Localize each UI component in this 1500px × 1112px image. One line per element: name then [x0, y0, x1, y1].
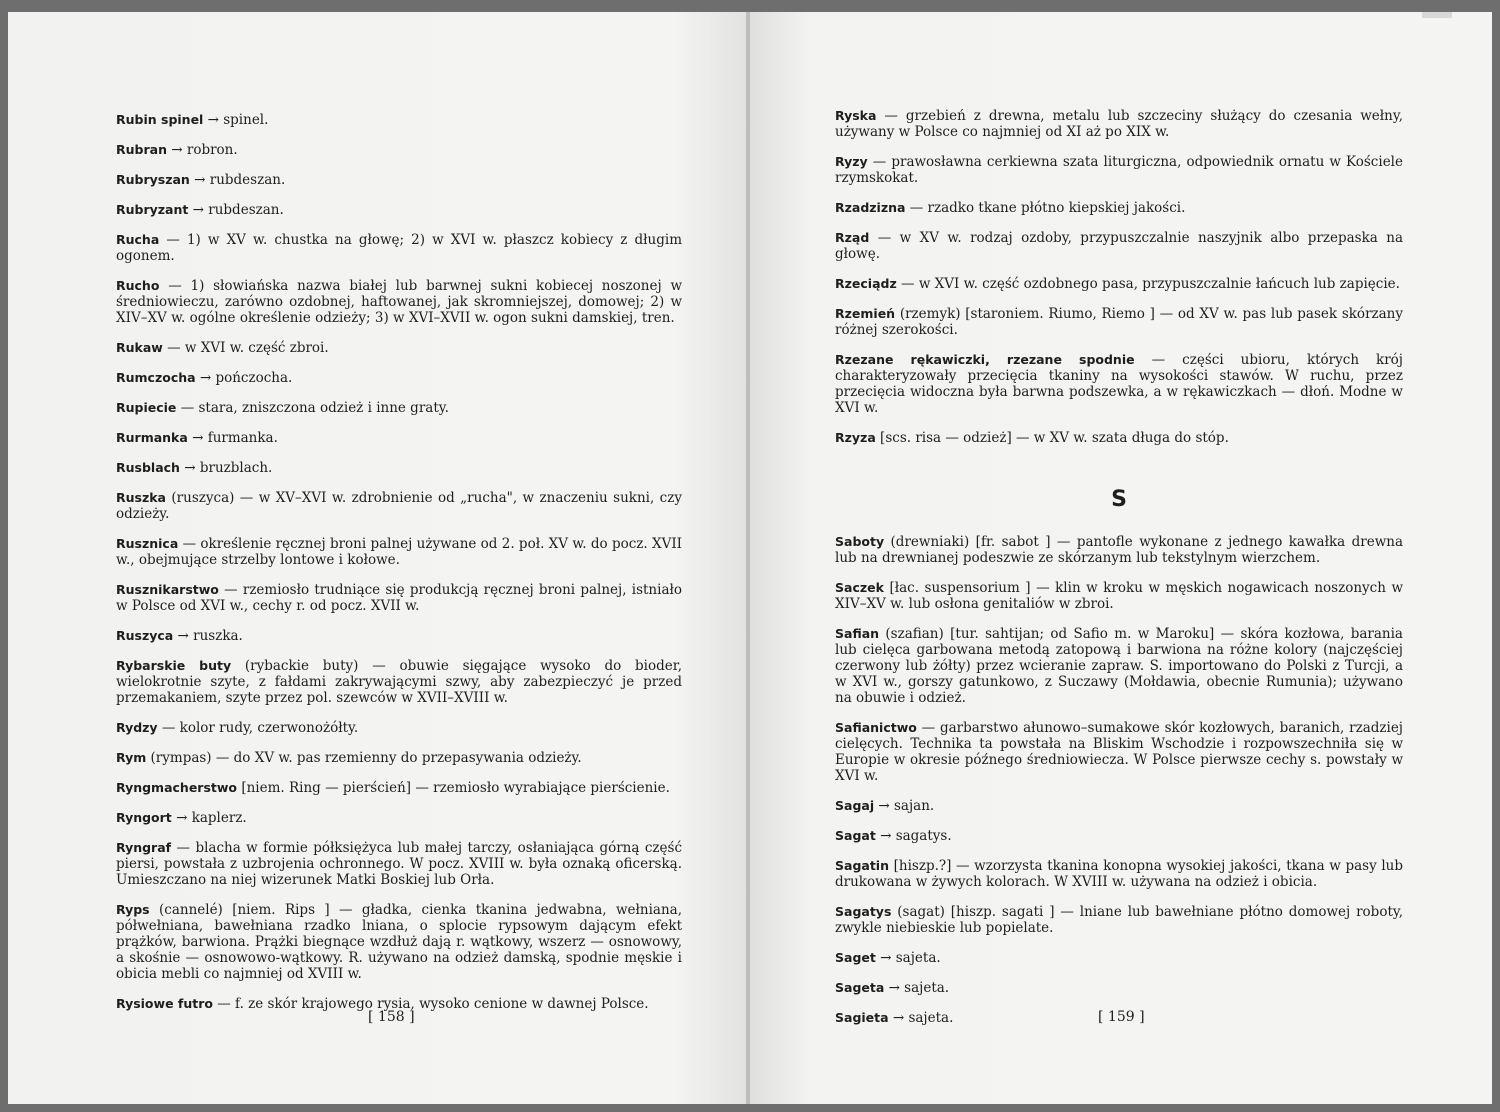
entry-headword: Ryps: [116, 902, 150, 917]
dictionary-entry: [116, 840, 682, 888]
entry-headword: Rukaw: [116, 340, 163, 355]
entry-definition: — w XV w. rodzaj ozdoby, przypuszczalnie naszyjnik albo przepaska na głowę.: [835, 230, 1403, 262]
left-column: [116, 112, 682, 1026]
entry-definition: (cannelé) [niem. Rips ] — gładka, cienka tkanina jedwabna, wełniana, półwełniana, bawełniana rzadko lniana, o splocie rypsowym dającym efekt prążków, barwiona. Prążki biegnące wzdłuż dają r. wątkowy, wszerz — osnowowy, a skośnie — osnowowo-wątkowy. R. używano na odzież damską, spodnie męskie i obicia mebli co najmniej od XVIII w.: [116, 902, 682, 982]
entry-definition: → sajeta.: [888, 1010, 954, 1026]
entry-headword: Saget: [835, 950, 876, 965]
entry-headword: Sagatin: [835, 858, 889, 873]
entry-definition: → furmanka.: [187, 430, 278, 446]
entry-headword: Rzemień: [835, 306, 896, 321]
dictionary-entry: [835, 580, 1403, 612]
entry-definition: (rzemyk) [staroniem. Riumo, Riemo ] — od XV w. pas lub pasek skórzany różnej szerokości.: [835, 306, 1403, 338]
section-letter: S: [1111, 487, 1127, 512]
entry-definition: → rubdeszan.: [188, 202, 284, 218]
dictionary-entry: [116, 460, 682, 476]
entry-definition: [scs. risa — odzież] — w XV w. szata długa do stóp.: [875, 430, 1229, 446]
entry-definition: — 1) w XV w. chustka na głowę; 2) w XVI w. płaszcz kobiecy z długim ogonem.: [116, 232, 682, 264]
entry-definition: — rzemiosło trudniące się produkcją ręcznej broni palnej, istniało w Polsce od XVI w., cechy r. od pocz. XVII w.: [116, 582, 682, 614]
dictionary-entry: [835, 980, 1403, 996]
dictionary-entry: [116, 490, 682, 522]
entry-definition: → sajeta.: [884, 980, 950, 996]
entry-headword: Ryzy: [835, 154, 868, 169]
entry-headword: Rysiowe futro: [116, 996, 213, 1011]
dictionary-entry: [835, 154, 1403, 186]
dictionary-entry: [116, 536, 682, 568]
dictionary-entry: [116, 720, 682, 736]
entry-headword: Rusznikarstwo: [116, 582, 219, 597]
dictionary-entry: [116, 810, 682, 826]
entry-headword: Sagatys: [835, 904, 892, 919]
entry-definition: → sajeta.: [875, 950, 941, 966]
entry-headword: Rzyza: [835, 430, 876, 445]
entry-definition: (drewniaki) [fr. sabot ] — pantofle wykonane z jednego kawałka drewna lub na drewnianej podeszwie ze skórzanym lub tekstylnym wierzchem.: [835, 534, 1403, 566]
entry-headword: Rubin spinel: [116, 112, 204, 127]
entry-headword: Rzeciądz: [835, 276, 897, 291]
dictionary-entry: [116, 750, 682, 766]
entry-definition: — garbarstwo ałunowo–sumakowe skór kozłowych, baranich, rzadziej cielęcych. Technika ta powstała na Bliskim Wschodzie i rozpowszechniła się w Europie w okresie późnego średniowiecza. W Polsce pierwsze cechy s. powstały w XVI w.: [835, 720, 1403, 784]
dictionary-entry: [116, 278, 682, 326]
entry-headword: Rucha: [116, 232, 160, 247]
dictionary-entry: [116, 400, 682, 416]
entry-definition: → robron.: [166, 142, 238, 158]
dictionary-entry: [835, 720, 1403, 784]
entry-headword: Rusznica: [116, 536, 179, 551]
page-edge-mark: [1422, 12, 1452, 18]
entry-definition: (ruszyca) — w XV–XVI w. zdrobnienie od „rucha", w znaczeniu sukni, czy odzieży.: [116, 490, 682, 522]
entry-headword: Sagat: [835, 828, 876, 843]
dictionary-entry: [835, 858, 1403, 890]
dictionary-entry: [116, 582, 682, 614]
dictionary-entry: [116, 658, 682, 706]
dictionary-entry: [116, 430, 682, 446]
entry-definition: — w XVI w. część ozdobnego pasa, przypuszczalnie łańcuch lub zapięcie.: [896, 276, 1400, 292]
page-number-left: [ 158 ]: [368, 1009, 415, 1025]
entry-headword: Saboty: [835, 534, 885, 549]
entry-headword: Sageta: [835, 980, 885, 995]
dictionary-entry: [116, 628, 682, 644]
dictionary-entry: [116, 172, 682, 188]
right-page: [750, 12, 1492, 1104]
entry-definition: — 1) słowiańska nazwa białej lub barwnej sukni kobiecej noszonej w średniowieczu, zarówno ozdobnej, haftowanej, jak skromniejszej, domowej; 2) w XIV–XV w. ogólne określenie odzieży; 3) w XVI–XVII w. ogon sukni damskiej, tren.: [116, 278, 682, 326]
entry-definition: → kaplerz.: [171, 810, 247, 826]
dictionary-entry: [835, 108, 1403, 140]
entry-headword: Rumczocha: [116, 370, 196, 385]
entry-definition: → sagatys.: [875, 828, 952, 844]
entry-headword: Ryngraf: [116, 840, 172, 855]
entry-definition: → pończocha.: [195, 370, 293, 386]
entry-definition: — określenie ręcznej broni palnej używane od 2. poł. XV w. do pocz. XVII w., obejmujące strzelby lontowe i kołowe.: [116, 536, 682, 568]
dictionary-entry: [835, 230, 1403, 262]
entry-headword: Safian: [835, 626, 880, 641]
dictionary-entry: [835, 200, 1403, 216]
entry-headword: Saczek: [835, 580, 884, 595]
entry-definition: — kolor rudy, czerwonożółty.: [157, 720, 359, 736]
entry-headword: Ryngort: [116, 810, 172, 825]
entry-definition: — blacha w formie półksiężyca lub małej tarczy, osłaniająca górną część piersi, powstała z uzbrojenia ochronnego. W pocz. XVIII w. była oznaką oficerską. Umieszczano na niej wizerunek Matki Boskiej lub Orła.: [116, 840, 682, 888]
entry-headword: Rubryszan: [116, 172, 190, 187]
entry-headword: Rzadzizna: [835, 200, 906, 215]
entry-definition: — rzadko tkane płótno kiepskiej jakości.: [905, 200, 1186, 216]
dictionary-entry: [835, 904, 1403, 936]
entry-definition: — w XVI w. część zbroi.: [162, 340, 329, 356]
entry-definition: — grzebień z drewna, metalu lub szczeciny służący do czesania wełny, używany w Polsce co najmniej od XI aż po XIX w.: [835, 108, 1403, 140]
entry-headword: Safianictwo: [835, 720, 917, 735]
dictionary-entry: [116, 370, 682, 386]
entry-headword: Rzezane rękawiczki, rzezane spodnie: [835, 352, 1135, 367]
dictionary-entry: [835, 306, 1403, 338]
r-entries: [835, 108, 1403, 446]
entry-definition: — stara, zniszczona odzież i inne graty.: [176, 400, 449, 416]
entry-headword: Ryngmacherstwo: [116, 780, 238, 795]
dictionary-entry: [835, 626, 1403, 706]
entry-definition: [łac. suspensorium ] — klin w kroku w męskich nogawicach noszonych w XIV–XV w. lub osłona genitaliów w zbroi.: [835, 580, 1403, 612]
entry-definition: — prawosławna cerkiewna szata liturgiczna, odpowiednik ornatu w Kościele rzymskokat.: [835, 154, 1403, 186]
entry-headword: Sagaj: [835, 798, 875, 813]
dictionary-entry: [835, 430, 1403, 446]
entry-headword: Rurmanka: [116, 430, 188, 445]
entry-definition: → ruszka.: [173, 628, 243, 644]
entry-headword: Rząd: [835, 230, 870, 245]
entry-definition: [niem. Ring — pierścień] — rzemiosło wyrabiające pierścienie.: [237, 780, 670, 796]
dictionary-entry: [116, 142, 682, 158]
entry-definition: [hiszp.?] — wzorzysta tkanina konopna wysokiej jakości, tkana w pasy lub drukowana w żywych kolorach. W XVIII w. używana na odzież i obicia.: [835, 858, 1403, 890]
entry-definition: → rubdeszan.: [189, 172, 286, 188]
left-page: [8, 12, 748, 1104]
entry-definition: (rympas) — do XV w. pas rzemienny do przepasywania odzieży.: [146, 750, 582, 766]
entry-definition: → spinel.: [203, 112, 269, 128]
entry-definition: → sajan.: [874, 798, 935, 814]
entry-headword: Ryska: [835, 108, 877, 123]
entry-definition: → bruzblach.: [179, 460, 273, 476]
dictionary-entry: [835, 534, 1403, 566]
entry-headword: Rubran: [116, 142, 167, 157]
dictionary-entry: [835, 352, 1403, 416]
entry-headword: Rydzy: [116, 720, 158, 735]
entry-definition: — f. ze skór krajowego rysia, wysoko cenione w dawnej Polsce.: [212, 996, 649, 1012]
dictionary-entry: [116, 232, 682, 264]
dictionary-entry: [116, 902, 682, 982]
dictionary-entry: [835, 798, 1403, 814]
page-number-right: [ 159 ]: [1098, 1009, 1145, 1025]
dictionary-entry: [835, 276, 1403, 292]
entry-headword: Rubryzant: [116, 202, 189, 217]
entry-headword: Rucho: [116, 278, 160, 293]
entry-headword: Rym: [116, 750, 147, 765]
dictionary-entry: [116, 112, 682, 128]
entry-headword: Rusblach: [116, 460, 180, 475]
entry-definition: — części ubioru, których krój charakteryzowały przecięcia tkaniny na wysokości stawów. W ruchu, przez przecięcia widoczna była barwna podszewka, a w rękawiczkach — dłoń. Modne w XVI w.: [835, 352, 1403, 416]
entry-headword: Rybarskie buty: [116, 658, 232, 673]
entry-definition: (sagat) [hiszp. sagati ] — lniane lub bawełniane płótno domowej roboty, zwykle niebieskie lub popielate.: [835, 904, 1403, 936]
dictionary-entry: [116, 340, 682, 356]
dictionary-entry: [835, 950, 1403, 966]
dictionary-entry: [116, 780, 682, 796]
book-spread: [8, 12, 1492, 1104]
entry-headword: Rupiecie: [116, 400, 177, 415]
entry-headword: Ruszyca: [116, 628, 174, 643]
entry-headword: Sagieta: [835, 1010, 889, 1025]
dictionary-entry: [116, 202, 682, 218]
entry-headword: Ruszka: [116, 490, 166, 505]
right-column: [835, 108, 1403, 1040]
s-entries: [835, 534, 1403, 1026]
entry-definition: (szafian) [tur. sahtijan; od Safio m. w Maroku] — skóra kozłowa, barania lub cielęca garbowana metodą zatopową i barwiona na różne kolory (najczęściej czerwony lub żółty) przez wcieranie zapraw. S. importowano do Polski z Turcji, a w XVI w., gorszy gatunkowo, z Suczawy (Mołdawia, obecnie Rumunia); używano na obuwie i odzież.: [835, 626, 1403, 706]
entry-definition: (rybackie buty) — obuwie sięgające wysoko do bioder, wielokrotnie szyte, z fałdami zakrywającymi szwy, aby zabezpieczyć je przed przemakaniem, szyte przez pol. szewców w XVII–XVIII w.: [116, 658, 682, 706]
dictionary-entry: [835, 828, 1403, 844]
